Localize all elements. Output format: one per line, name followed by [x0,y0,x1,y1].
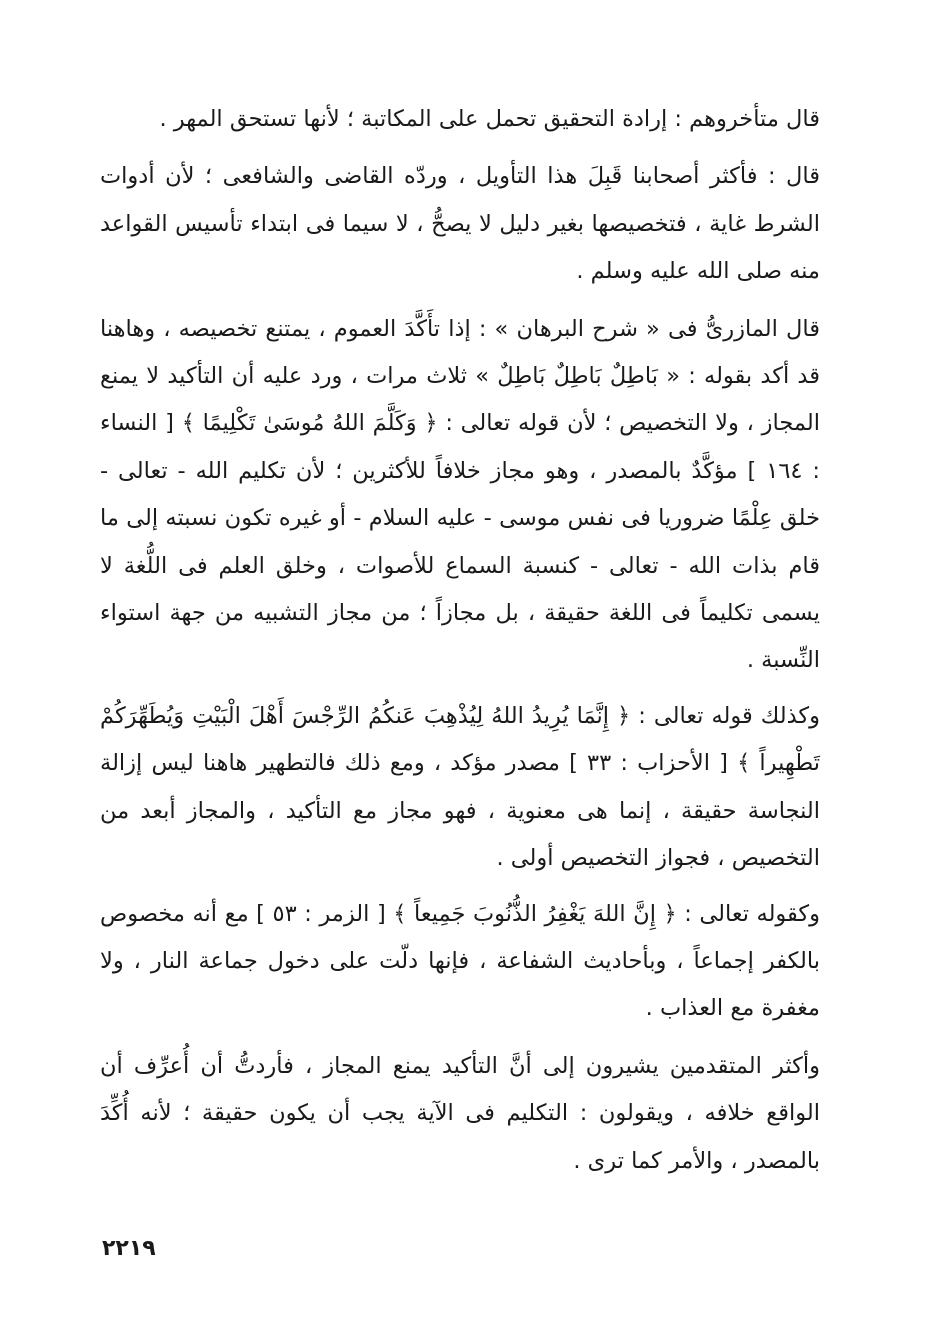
page-number: ٢٢١٩ [102,1236,156,1261]
page-body [100,96,820,1185]
paragraph-6: وأكثر المتقدمين يشيرون إلى أنَّ التأكيد يمنع المجاز ، فأردتُّ أن أُعرِّف أن الواقع خلافه ، ويقولون : التكليم فى الآية يجب أن يكون حقيقة ؛ لأنه أُكِّدَ بالمصدر ، والأمر كما ترى . [100,1052,820,1174]
paragraph-1: قال متأخروهم : إرادة التحقيق تحمل على المكاتبة ؛ لأنها تستحق المهر . [159,106,820,132]
paragraph-2: قال : فأكثر أصحابنا قَبِلَ هذا التأويل ، وردّه القاضى والشافعى ؛ لأن أدوات الشرط غاية ، فتخصيصها بغير دليل لا يصحُّ ، لا سيما فى ابتداء تأسيس القواعد منه صلى الله عليه وسلم . [100,163,820,285]
paragraph-5: وكقوله تعالى : ﴿ إِنَّ اللهَ يَغْفِرُ الذُّنُوبَ جَمِيعاً ﴾ [ الزمر : ٥٣ ] مع أنه مخصوص بالكفر إجماعاً ، وبأحاديث الشفاعة ، فإنها دلّت على دخول جماعة النار ، ولا مغفرة مع العذاب . [100,900,821,1022]
paragraph-3: قال المازرىُّ فى « شرح البرهان » : إذا تأَكَّدَ العموم ، يمتنع تخصيصه ، وهاهنا قد أكد بقوله : « بَاطِلٌ بَاطِلٌ بَاطِلٌ » ثلاث مرات ، ورد عليه أن التأكيد لا يمنع المجاز ، ولا التخصيص ؛ لأن قوله تعالى : ﴿ وَكَلَّمَ اللهُ مُوسَىٰ تَكْلِيمًا ﴾ [ النساء : ١٦٤ ] مؤكَّدٌ بالمصدر ، وهو مجاز خلافاً للأكثرين ؛ لأن تكليم الله - تعالى - خلق عِلْمًا ضروريا فى نفس موسى - عليه السلام - أو غيره تكون نسبته إلى ما قام بذات الله - تعالى - كنسبة السماع للأصوات ، وخلق العلم فى اللُّغة لا يسمى تكليماً فى اللغة حقيقة ، بل مجازاً ؛ من مجاز التشبيه من جهة استواء النِّسبة . [100,315,821,674]
paragraph-4: وكذلك قوله تعالى : ﴿ إِنَّمَا يُرِيدُ اللهُ لِيُذْهِبَ عَنكُمُ الرِّجْسَ أَهْلَ الْبَيْتِ وَيُطَهِّرَكُمْ تَطْهِيراً ﴾ [ الأحزاب : ٣٣ ] مصدر مؤكد ، ومع ذلك فالتطهير هاهنا ليس إزالة النجاسة حقيقة ، إنما هى معنوية ، فهو مجاز مع التأكيد ، والمجاز أبعد من التخصيص ، فجواز التخصيص أولى . [100,702,820,872]
